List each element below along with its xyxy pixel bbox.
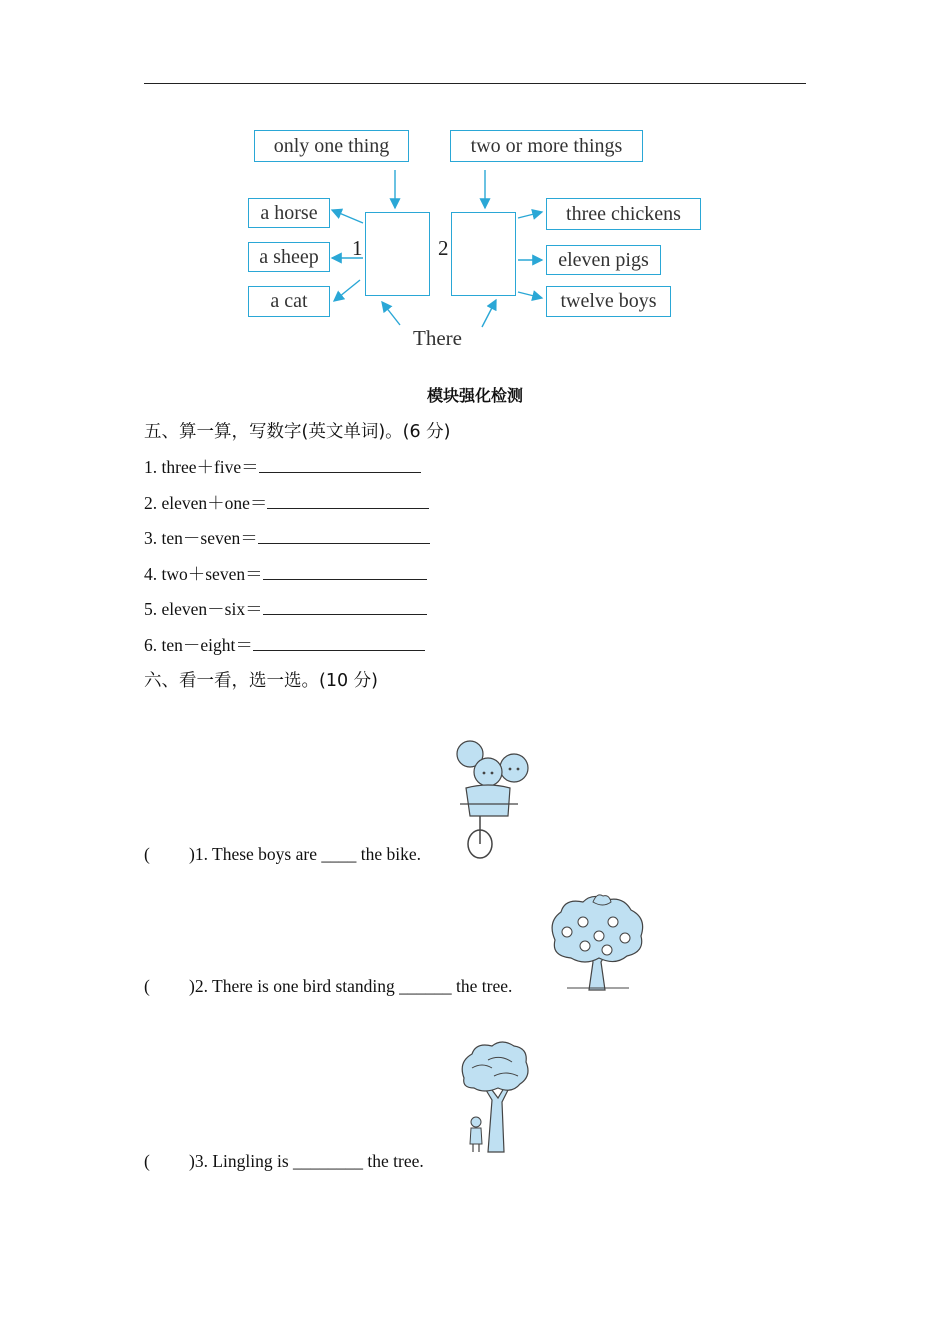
answer-blank-2[interactable] (267, 494, 429, 509)
item-eleven-pigs: eleven pigs (546, 245, 661, 275)
item-twelve-boys: twelve boys (546, 286, 671, 317)
arrow-to-chickens (518, 212, 542, 218)
blank-box-2 (451, 212, 516, 296)
calc-item-1: 1. three＋five＝ (144, 454, 421, 479)
blank-box-1 (365, 212, 430, 296)
section6-heading: 六、看一看，选一选。(10 分) (144, 671, 378, 691)
question-3: ( )3. Lingling is ________ the tree. (144, 1151, 424, 1171)
answer-blank-4[interactable] (263, 565, 427, 580)
there-is-are-diagram (240, 120, 720, 360)
boys-on-bike-picture (448, 738, 538, 860)
item-three-chickens: three chickens (546, 198, 701, 230)
arrow-to-horse (332, 210, 363, 223)
calc-item-5: 5. eleven－six＝ (144, 596, 427, 621)
answer-paren-3[interactable]: ( (144, 1151, 150, 1171)
arrow-there-right (482, 300, 496, 327)
answer-blank-1[interactable] (259, 458, 421, 473)
header-rule (144, 83, 806, 84)
question-1: ( )1. These boys are ____ the bike. (144, 844, 421, 864)
module-title: 模块强化检测 (426, 386, 523, 405)
label-there: There (413, 326, 462, 350)
calc-item-2: 2. eleven＋one＝ (144, 490, 429, 515)
label-only-one-thing: only one thing (254, 130, 409, 162)
question-2: ( )2. There is one bird standing ______ the tree. (144, 976, 513, 996)
calc-item-4: 4. two＋seven＝ (144, 561, 427, 586)
answer-blank-3[interactable] (258, 529, 430, 544)
arrow-to-boys (518, 292, 542, 298)
answer-paren-1[interactable]: ( (144, 844, 150, 864)
arrow-to-cat (334, 280, 360, 301)
section5-heading: 五、算一算，写数字(英文单词)。(6 分) (144, 422, 451, 442)
calc-item-6: 6. ten－eight＝ (144, 632, 425, 657)
bird-in-tree-picture (545, 892, 649, 992)
item-cat: a cat (248, 286, 330, 317)
arrow-there-left (382, 302, 400, 325)
answer-blank-6[interactable] (253, 636, 425, 651)
answer-paren-2[interactable]: ( (144, 976, 150, 996)
label-two-or-more-things: two or more things (450, 130, 643, 162)
calc-item-3: 3. ten－seven＝ (144, 525, 430, 550)
item-sheep: a sheep (248, 242, 330, 272)
girl-near-tree-picture (458, 1040, 530, 1160)
box-number-1: 1 (352, 236, 363, 260)
box-number-2: 2 (438, 236, 449, 260)
item-horse: a horse (248, 198, 330, 228)
answer-blank-5[interactable] (263, 600, 427, 615)
